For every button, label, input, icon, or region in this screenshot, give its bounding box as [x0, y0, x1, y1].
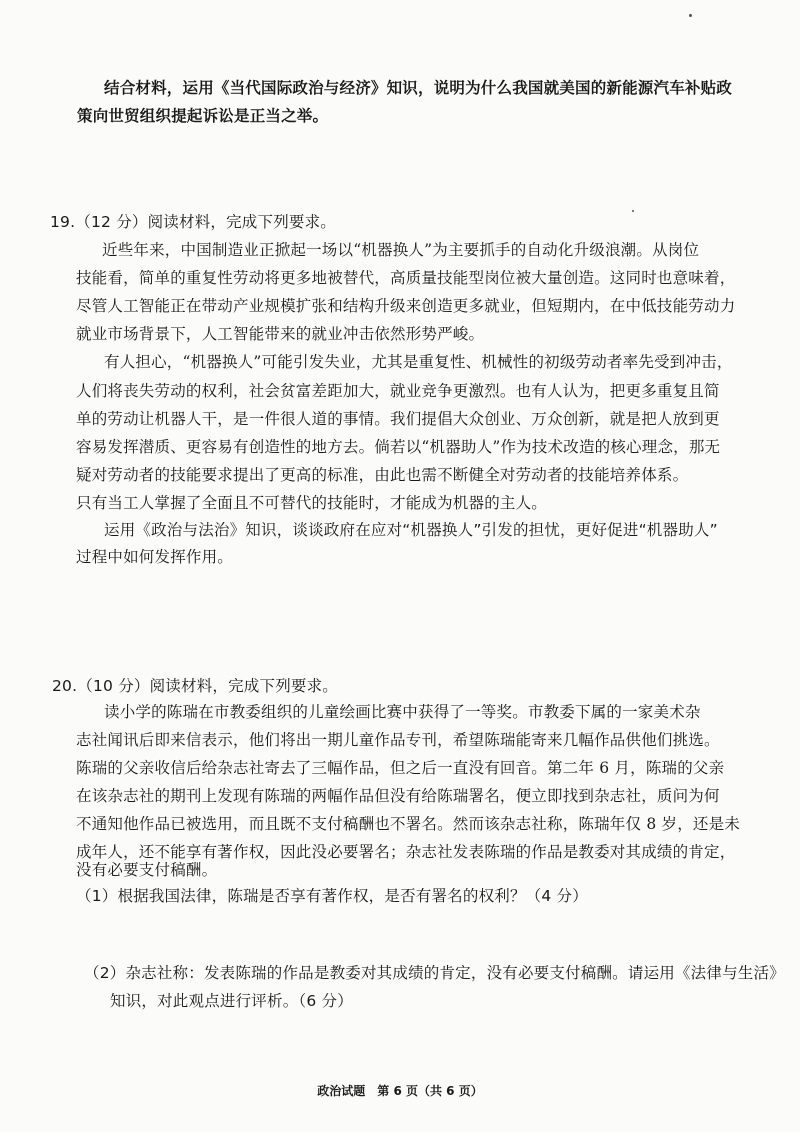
- q19-p2-line: 只有当工人掌握了全面且不可替代的技能时，才能成为机器的主人。: [76, 494, 548, 512]
- q20-header: 20.（10 分）阅读材料，完成下列要求。: [52, 677, 339, 695]
- q19-task-line: 运用《政治与法治》知识，谈谈政府在应对“机器换人”引发的担忧，更好促进“机器助人”: [104, 521, 718, 539]
- q20-sub2-line: 知识，对此观点进行评析。（6 分）: [110, 992, 353, 1010]
- q19-header: 19.（12 分）阅读材料，完成下列要求。: [50, 213, 337, 231]
- q19-p2-line: 容易发挥潜质、更容易有创造性的地方去。倘若以“机器助人”作为技术改造的核心理念，那无: [76, 438, 721, 456]
- q20-p1-line: 没有必要支付稿酬。: [76, 861, 218, 879]
- q19-p1-line: 技能看，简单的重复性劳动将更多地被替代，高质量技能型岗位被大量创造。这同时也意味着，: [76, 269, 736, 287]
- q20-p1-line: 陈瑞的父亲收信后给杂志社寄去了三幅作品，但之后一直没有回音。第二年 6 月，陈瑞的父亲: [76, 759, 725, 777]
- q19-p2-line: 疑对劳动者的技能要求提出了更高的标准，由此也需不断健全对劳动者的技能培养体系。: [76, 466, 689, 484]
- q19-task-line: 过程中如何发挥作用。: [76, 548, 234, 566]
- q19-p1-line: 就业市场背景下，人工智能带来的就业冲击依然形势严峻。: [76, 325, 485, 343]
- q19-p2-line: 人们将丧失劳动的权利，社会贫富差距加大，就业竞争更激烈。也有人认为，把更多重复且简: [76, 382, 720, 400]
- q18-task-line-2: 策向世贸组织提起诉讼是正当之举。: [77, 107, 329, 125]
- q20-p1-line: 不通知他作品已被选用，而且既不支付稿酬也不署名。然而该杂志社称，陈瑞年仅 8 岁，还是未: [76, 815, 741, 833]
- q19-p1-line: 近些年来，中国制造业正掀起一场以“机器换人”为主要抓手的自动化升级浪潮。从岗位: [102, 241, 700, 259]
- scan-speck: [632, 210, 634, 212]
- page-footer: 政治试题 第 6 页（共 6 页）: [317, 1084, 483, 1098]
- q18-task-line-1: 结合材料，运用《当代国际政治与经济》知识，说明为什么我国就美国的新能源汽车补贴政: [104, 79, 733, 97]
- q20-p1-line: 读小学的陈瑞在市教委组织的儿童绘画比赛中获得了一等奖。市教委下属的一家美术杂: [104, 703, 701, 721]
- q20-p1-line: 志社闻讯后即来信表示，他们将出一期儿童作品专刊，希望陈瑞能寄来几幅作品供他们挑选。: [76, 731, 720, 749]
- q20-p1-line: 成年人，还不能享有著作权，因此没必要署名；杂志社发表陈瑞的作品是教委对其成绩的肯定，: [76, 843, 736, 861]
- q20-sub2-line: （2）杂志社称：发表陈瑞的作品是教委对其成绩的肯定，没有必要支付稿酬。请运用《法律与生活》: [84, 964, 785, 982]
- scan-speck: [689, 14, 692, 17]
- q20-sub1: （1）根据我国法律，陈瑞是否享有著作权，是否有署名的权利？（4 分）: [76, 887, 588, 905]
- q20-p1-line: 在该杂志社的期刊上发现有陈瑞的两幅作品但没有给陈瑞署名，便立即找到杂志社，质问为何: [76, 787, 720, 805]
- q19-p1-line: 尽管人工智能正在带动产业规模扩张和结构升级来创造更多就业，但短期内，在中低技能劳动力: [76, 297, 736, 315]
- q19-p2-line: 单的劳动让机器人干，是一件很人道的事情。我们提倡大众创业、万众创新，就是把人放到更: [76, 410, 720, 428]
- q19-p2-line: 有人担心，“机器换人”可能引发失业，尤其是重复性、机械性的初级劳动者率先受到冲击，: [104, 353, 733, 371]
